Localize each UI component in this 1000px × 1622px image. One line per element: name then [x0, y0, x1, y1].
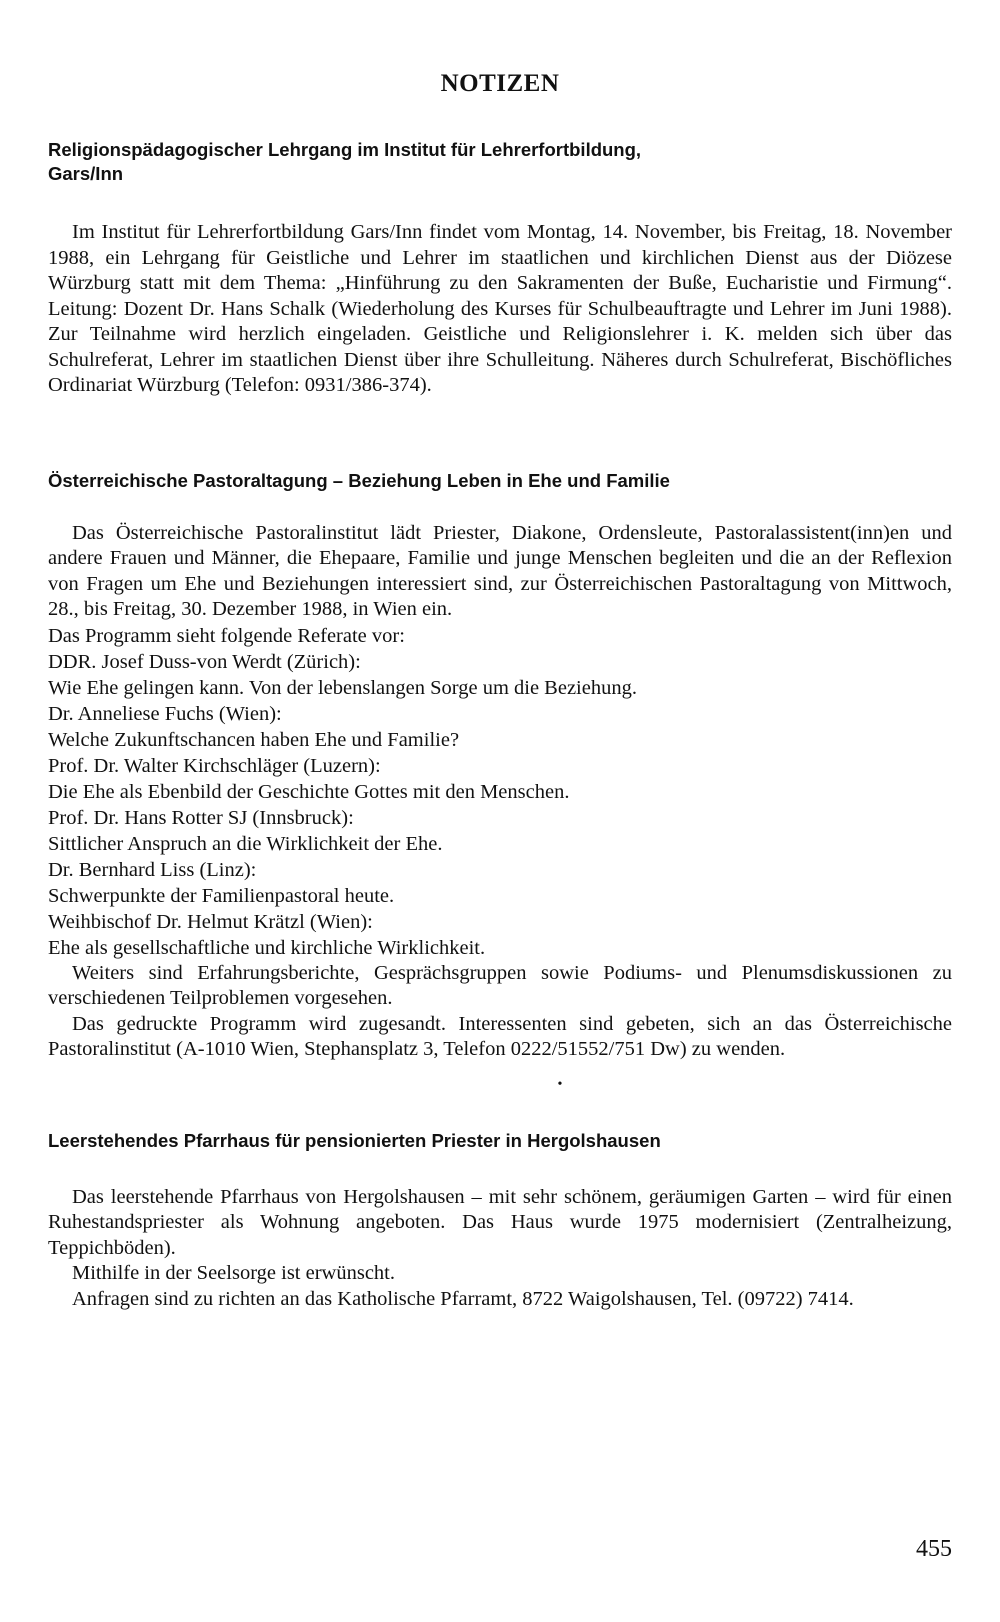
program-speaker: Prof. Dr. Walter Kirchschläger (Luzern):	[48, 754, 381, 777]
program-topic: Wie Ehe gelingen kann. Von der lebenslangen Sorge um die Beziehung.	[48, 676, 637, 699]
heading-line: Österreichische Pastoraltagung – Beziehung Leben in Ehe und Familie	[48, 469, 670, 491]
page-title: NOTIZEN	[440, 70, 560, 97]
program-speaker: Dr. Bernhard Liss (Linz):	[48, 858, 257, 881]
heading-line: Religionspädagogischer Lehrgang im Institut für Lehrerfortbildung,	[48, 139, 642, 160]
separator-mark: •	[557, 1076, 563, 1092]
program-speaker: Prof. Dr. Hans Rotter SJ (Innsbruck):	[48, 806, 354, 829]
program-topic: Ehe als gesellschaftliche und kirchliche Wirklichkeit.	[48, 936, 486, 959]
paragraph: Im Institut für Lehrerfortbildung Gars/Inn findet vom Montag, 14. November, bis Freitag, 18. November 1988, ein Lehrgang für Geistliche und Lehrer im staatlichen und kirchlichen Dienst aus der Diözese Würzburg statt mit dem Thema: „Hinführung zu den Sakramenten der Buße, Eucharistie und Firmung“. Leitung: Dozent Dr. Hans Schalk (Wiederholung des Kurses für Schulbeauftragte und Lehrer im Juni 1988). Zur Teilnahme wird herzlich eingeladen. Geistliche und Religionslehrer i. K. melden sich über das Schulreferat, Lehrer im staatlichen Dienst über ihre Schulleitung. Näheres durch Schulreferat, Bischöfliches Ordinariat Würzburg (Telefon: 0931/386-374).	[48, 221, 952, 396]
section-heading	[48, 469, 952, 493]
program-topic: Welche Zukunftschancen haben Ehe und Familie?	[48, 728, 460, 751]
paragraph: Anfragen sind zu richten an das Katholische Pfarramt, 8722 Waigolshausen, Tel. (09722) 7414.	[72, 1287, 854, 1310]
paragraph: Das gedruckte Programm wird zugesandt. Interessenten sind gebeten, sich an das Österreichische Pastoralinstitut (A-1010 Wien, Stephansplatz 3, Telefon 0222/51552/751 Dw) zu wenden.	[48, 1012, 952, 1060]
paragraph: Weiters sind Erfahrungsberichte, Gesprächsgruppen sowie Podiums- und Plenumsdiskussionen zu verschiedenen Teilproblemen vorgesehen.	[48, 961, 952, 1009]
program-topic: Schwerpunkte der Familienpastoral heute.	[48, 884, 395, 907]
paragraph: Mithilfe in der Seelsorge ist erwünscht.	[72, 1262, 396, 1284]
section-heading	[48, 1129, 952, 1153]
program-topic: Die Ehe als Ebenbild der Geschichte Gottes mit den Menschen.	[48, 780, 570, 803]
paragraph: Das Österreichische Pastoralinstitut lädt Priester, Diakone, Ordensleute, Pastoralassistent(inn)en und andere Frauen und Männer, die Ehepaare, Familie und junge Menschen begleiten und die an der Reflexion von Fragen um Ehe und Beziehungen interessiert sind, zur Österreichischen Pastoraltagung von Mittwoch, 28., bis Freitag, 30. Dezember 1988, in Wien ein.	[48, 521, 952, 620]
document-page	[48, 70, 952, 1312]
paragraph: Das leerstehende Pfarrhaus von Hergolshausen – mit sehr schönem, geräumigen Garten – wird für einen Ruhestandspriester als Wohnung angeboten. Das Haus wurde 1975 modernisiert (Zentralheizung, Teppichböden).	[48, 1185, 952, 1259]
heading-line: Leerstehendes Pfarrhaus für pensionierten Priester in Hergolshausen	[48, 1129, 661, 1151]
program-speaker: DDR. Josef Duss-von Werdt (Zürich):	[48, 650, 361, 673]
program-speaker: Dr. Anneliese Fuchs (Wien):	[48, 702, 282, 725]
program-topic: Sittlicher Anspruch an die Wirklichkeit der Ehe.	[48, 832, 443, 855]
section-heading	[48, 138, 952, 186]
notice-pastoraltagung	[48, 469, 952, 1093]
page-number: 455	[916, 1536, 952, 1562]
notice-lehrgang	[48, 138, 952, 399]
heading-line: Gars/Inn	[48, 163, 124, 184]
program-intro: Das Programm sieht folgende Referate vor:	[48, 624, 405, 647]
program-speaker: Weihbischof Dr. Helmut Krätzl (Wien):	[48, 910, 373, 933]
notice-pfarrhaus	[48, 1129, 952, 1313]
